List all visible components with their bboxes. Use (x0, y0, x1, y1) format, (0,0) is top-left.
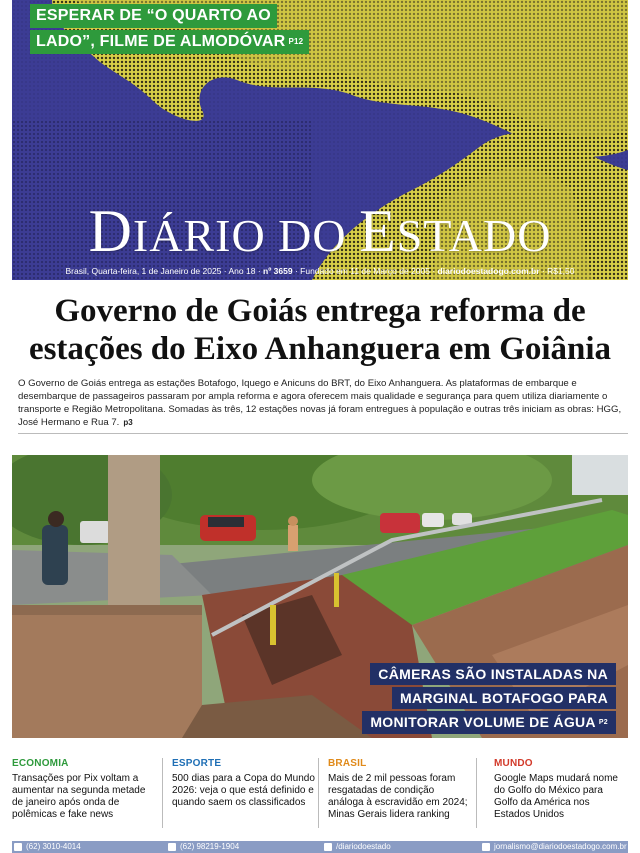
teaser-tag: ESPORTE (172, 758, 222, 769)
teaser-divider (476, 758, 477, 828)
teaser-brasil[interactable] (328, 758, 472, 821)
lead-text: O Governo de Goiás entrega as estações Botafogo, Iquego e Anicuns do BRT, do Eixo Anhanguera. As plataformas de embarque e desembarque de passageiros passaram por ampla reforma e agora oferecem mais qualidade e segurança para quem utiliza diariamente o transporte e Região Metropolitana. Somadas às três, 12 estações novas já foram entregues à população e outras três iniciam as obras: HGG, José Hermano e Rua 7. (18, 378, 622, 428)
founded-date: Fundado em 11 de Março de 2005 (300, 266, 430, 276)
cover-hero (12, 0, 628, 280)
masthead-title (12, 196, 628, 271)
promo-page-ref: P12 (288, 37, 304, 46)
section-teasers (12, 758, 628, 838)
footer-social[interactable] (324, 841, 391, 853)
teaser-esporte[interactable] (172, 758, 316, 809)
headline-lead (18, 377, 628, 429)
issue-year: Ano 18 (228, 266, 256, 276)
main-headline[interactable] (12, 292, 628, 368)
headline-line-2: estações do Eixo Anhanguera em Goiânia (28, 331, 612, 367)
divider (18, 433, 628, 434)
masthead-info: Brasil, Quarta-feira, 1 de Janeiro de 2025 · Ano 18 · nº 3659 · Fundado em 11 de Março de 2005 · diariodoestadogo.com.br · R$1,50 (65, 266, 575, 276)
photo-caption-line-3-text: MONITORAR VOLUME DE ÁGUA (370, 714, 596, 730)
promo-line-2-text: LADO”, FILME DE ALMODÓVAR (36, 33, 286, 51)
footer-phone-1[interactable] (14, 841, 81, 853)
issue-date: Brasil, Quarta-feira, 1 de Janeiro de 2025 (65, 266, 222, 276)
photo-caption-page-ref: P2 (598, 719, 608, 727)
teaser-text: Mais de 2 mil pessoas foram resgatadas de condição análoga à escravidão em 2024; Minas Gerais lidera ranking (328, 773, 468, 820)
issue-price: R$1,50 (547, 266, 575, 276)
promo-line-1[interactable]: ESPERAR DE “O QUARTO AO (30, 4, 277, 28)
teaser-tag: MUNDO (494, 758, 533, 769)
teaser-divider (318, 758, 319, 828)
email-icon (482, 843, 490, 851)
site-url[interactable]: diariodoestadogo.com.br (437, 266, 540, 276)
phone-1-text: (62) 3010-4014 (26, 842, 81, 851)
teaser-text: 500 dias para a Copa do Mundo 2026: veja o que está definido e quando saem os classificados (172, 773, 315, 808)
teaser-mundo[interactable] (494, 758, 628, 821)
lead-page-ref: p3 (123, 418, 133, 427)
headline-line-1: Governo de Goiás entrega reforma de (54, 293, 586, 329)
photo-caption-line-3[interactable] (362, 711, 616, 734)
teaser-tag: ECONOMIA (12, 758, 69, 769)
teaser-tag: BRASIL (328, 758, 367, 769)
flood-photo[interactable] (12, 455, 628, 738)
masthead-part-2: STADO (396, 210, 552, 261)
teaser-text: Google Maps mudará nome do Golfo do México para Golfo da América nos Estados Unidos (494, 773, 618, 820)
phone-icon (14, 843, 22, 851)
phone-2-text: (62) 98219-1904 (180, 842, 240, 851)
teaser-economia[interactable] (12, 758, 156, 821)
teaser-text: Transações por Pix voltam a aumentar na segunda metade de janeiro após onda de polêmicas e fake news (12, 773, 146, 820)
email-text: jornalismo@diariodoestadogo.com.br (494, 842, 627, 851)
promo-line-2[interactable] (30, 30, 309, 54)
photo-caption-line-1[interactable]: CÂMERAS SÃO INSTALADAS NA (370, 663, 616, 685)
teaser-divider (162, 758, 163, 828)
masthead-letter-e: E (359, 198, 397, 264)
facebook-icon (324, 843, 332, 851)
whatsapp-icon (168, 843, 176, 851)
photo-caption-line-2[interactable]: MARGINAL BOTAFOGO PARA (392, 687, 616, 709)
contact-footer (12, 841, 628, 853)
masthead-part-1: IÁRIO DO (132, 210, 360, 261)
social-text: /diariodoestado (336, 842, 391, 851)
masthead-letter-d: D (88, 198, 133, 264)
footer-email[interactable] (482, 841, 627, 853)
footer-phone-2[interactable] (168, 841, 239, 853)
issue-number: nº 3659 (263, 266, 293, 276)
